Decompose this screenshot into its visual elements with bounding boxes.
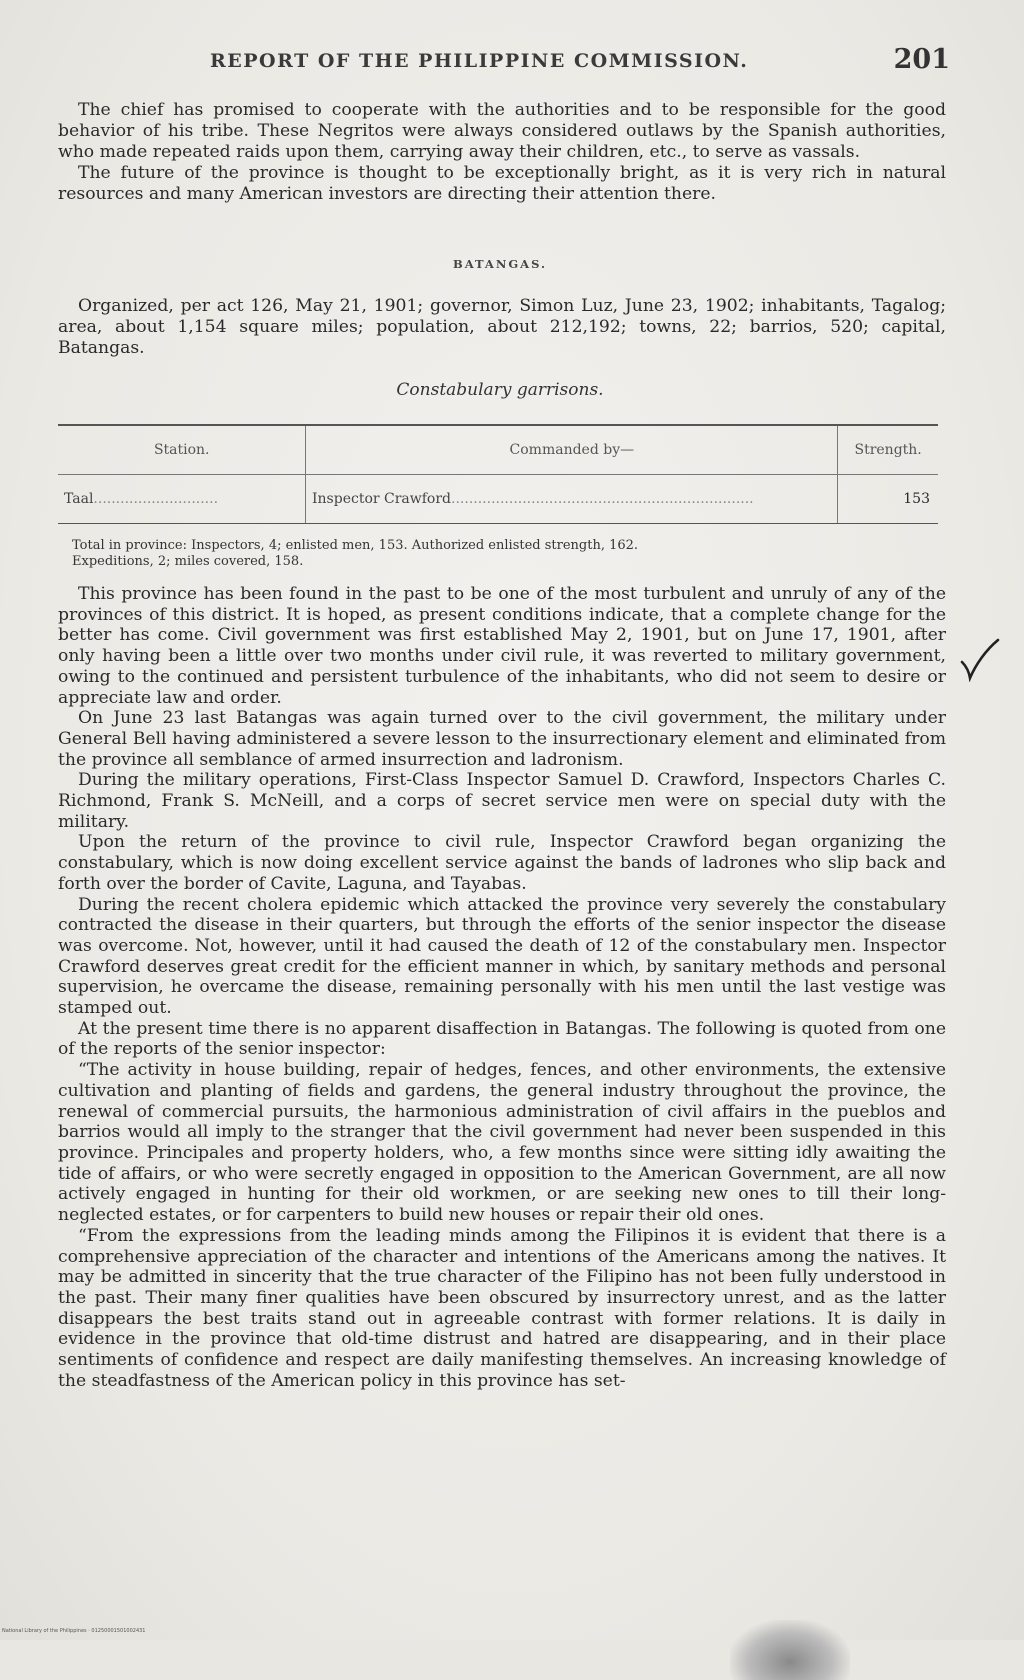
- scan-artifact: [730, 1620, 850, 1680]
- page-header: [60, 44, 950, 80]
- station-value: Taal: [64, 491, 94, 507]
- commander-cell: [306, 475, 838, 523]
- paragraph: During the recent cholera epidemic which attacked the province very severely the constabulary contracted the disease in their quarters, but through the efforts of the senior inspector the disease was overcome. Not, however, until it had caused the death of 12 of the constabulary men. Inspector Crawford deserves great credit for the efficient manner in which, by sanitary methods and personal supervision, he overcame the disease, remaining personally with his men until the last vestige was stamped out.: [58, 894, 946, 1019]
- paragraph: Upon the return of the province to civil rule, Inspector Crawford began organizing the constabulary, which is now doing excellent service against the bands of ladrones who slip back and forth over the border of Cavite, Laguna, and Tayabas.: [58, 832, 946, 894]
- scan-credit: National Library of the Philippines · 01250001501002431: [2, 1628, 146, 1634]
- column-header-station: Station.: [58, 426, 306, 474]
- station-cell: [58, 475, 306, 523]
- totals-note: [72, 538, 872, 570]
- intro-text: [58, 100, 946, 205]
- table-row: [58, 475, 938, 523]
- commander-value: Inspector Crawford: [312, 491, 452, 507]
- paragraph: On June 23 last Batangas was again turned over to the civil government, the military under General Bell having administered a severe lesson to the insurrectionary element and eliminated from the province all semblance of armed insurrection and ladronism.: [58, 708, 946, 770]
- body-text: [58, 584, 946, 1391]
- page-number: 201: [893, 44, 950, 75]
- garrison-table: [58, 424, 938, 524]
- paragraph: During the military operations, First-Class Inspector Samuel D. Crawford, Inspectors Charles C. Richmond, Frank S. McNeill, and a corps of secret service men were on special duty with the military.: [58, 770, 946, 832]
- paragraph: Organized, per act 126, May 21, 1901; governor, Simon Luz, June 23, 1902; inhabitants, Tagalog; area, about 1,154 square miles; population, about 212,192; towns, 22; barrios, 520; capital, Batangas.: [58, 296, 946, 358]
- organization-text: [58, 296, 946, 359]
- paragraph: This province has been found in the past to be one of the most turbulent and unruly of any of the provinces of this district. It is hoped, as present conditions indicate, that a complete change for the better has come. Civil government was first established May 2, 1901, but on June 17, 1901, after only having been a little over two months under civil rule, it was reverted to military government, owing to the continued and persistent turbulence of the inhabitants, who did not seem to desire or appreciate law and order.: [58, 584, 946, 708]
- leader-dots: ............................: [93, 491, 219, 507]
- handwritten-checkmark-icon: [960, 638, 1000, 682]
- paragraph: “From the expressions from the leading minds among the Filipinos it is evident that there is a comprehensive appreciation of the character and intentions of the Americans among the natives. It may be admitted in sincerity that the true character of the Filipino has not been fully understood in the past. Their many finer qualities have been obscured by insurrectory unrest, and as the latter disappears the best traits stand out in agreeable contrast with former relations. It is daily in evidence in the province that old-time distrust and hatred are disappearing, and in their place sentiments of confidence and respect are daily manifesting themselves. An increasing knowledge of the steadfastness of the American policy in this province has set-: [58, 1225, 946, 1391]
- totals-line: Total in province: Inspectors, 4; enlisted men, 153. Authorized enlisted strength, 162.: [72, 538, 639, 553]
- paragraph: At the present time there is no apparent disaffection in Batangas. The following is quoted from one of the reports of the senior inspector:: [58, 1018, 946, 1060]
- strength-cell: 153: [903, 491, 930, 507]
- leader-dots: ....................................................................: [451, 491, 754, 507]
- running-title: REPORT OF THE PHILIPPINE COMMISSION.: [210, 50, 749, 72]
- totals-line: Expeditions, 2; miles covered, 158.: [72, 554, 304, 569]
- section-heading: BATANGAS.: [452, 257, 548, 271]
- table-header-row: [58, 426, 938, 475]
- paragraph: The future of the province is thought to be exceptionally bright, as it is very rich in natural resources and many American investors are directing their attention there.: [58, 163, 946, 204]
- column-header-commanded-by: Commanded by—: [306, 426, 838, 474]
- paragraph: The chief has promised to cooperate with the authorities and to be responsible for the good behavior of his tribe. These Negritos were always considered outlaws by the Spanish authorities, who made repeated raids upon them, carrying away their children, etc., to serve as vassals.: [58, 100, 946, 162]
- paragraph: “The activity in house building, repair of hedges, fences, and other environments, the extensive cultivation and planting of fields and gardens, the general industry throughout the province, the renewal of commercial pursuits, the harmonious administration of civil affairs in the pueblos and barrios would all imply to the stranger that the civil government had never been suspended in this province. Principales and property holders, who, a few months since were sitting idly awaiting the tide of affairs, or who were secretly engaged in opposition to the American Government, are all now actively engaged in hunting for their old workmen, or are seeking new ones to till their long-neglected estates, or for carpenters to build new houses or repair their old ones.: [58, 1060, 946, 1226]
- table-caption: Constabulary garrisons.: [396, 380, 604, 400]
- column-header-strength: Strength.: [854, 442, 922, 458]
